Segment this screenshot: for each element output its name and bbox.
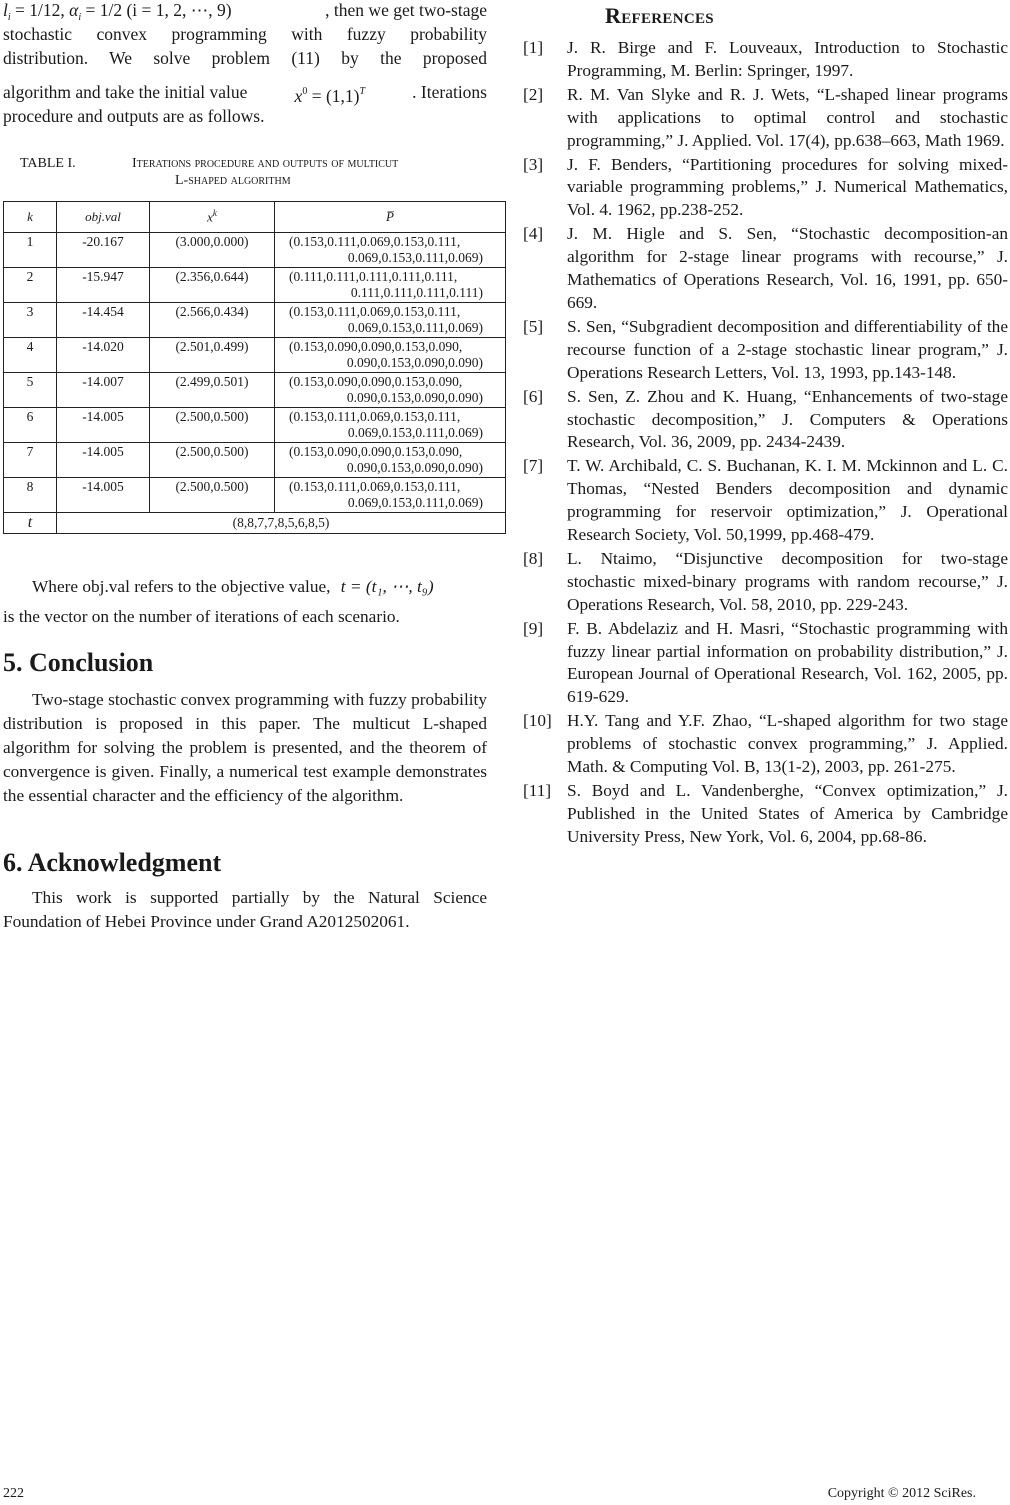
cell-obj-val: -14.020 [57,338,150,373]
cell-p [275,268,506,303]
math-x-sup: 0 [302,86,308,97]
where-t-expr: t = (t₁, ⋯, t₉) [340,577,434,596]
cell-obj-val: -14.007 [57,373,150,408]
cell-p-line1: (0.153,0.090,0.090,0.153,0.090, [289,444,463,459]
cell-k: 1 [4,233,57,268]
references-heading: References [605,3,714,28]
cell-p-line2: 0.090,0.153,0.090,0.090) [346,459,483,475]
reference-text: J. R. Birge and F. Louveaux, Introduction to Stochastic Programming, M. Berlin: Springer, 1997. [567,38,1008,80]
reference-text: L. Ntaimo, “Disjunctive decomposition for two-stage stochastic mixed-binary programs with random recourse,” J. Operations Research, Vol. 58, 2010, pp. 229-243. [567,548,1008,614]
cell-obj-val: -14.005 [57,478,150,513]
reference-number: [9] [523,618,544,638]
cell-p-line1: (0.153,0.111,0.069,0.153,0.111, [289,304,461,319]
table-label: TABLE I. [20,156,76,171]
table-row [4,338,506,373]
reference-item [521,316,1008,385]
intro-line-4 [3,72,487,106]
reference-number: [6] [523,386,544,406]
references-list [521,37,1008,850]
reference-text: J. F. Benders, “Partitioning procedures for solving mixed-variable programming problems,” J. Numerical Mathematics, Vol. 4. 1962, pp.238-252. [567,154,1008,220]
reference-text: R. M. Van Slyke and R. J. Wets, “L-shaped linear programs with applications to optimal control and stochastic programming,” J. Applied. Vol. 17(4), pp.638–663, Math 1969. [567,84,1008,150]
reference-number: [2] [523,84,544,104]
reference-item [521,548,1008,617]
reference-number: [11] [523,781,552,800]
math-alpha-val: = 1/2 [85,0,123,20]
math-l-val: = 1/12 [15,0,61,20]
cell-obj-val: -14.005 [57,408,150,443]
page-number: 222 [3,1486,24,1501]
conclusion-text: Two-stage stochastic convex programming with fuzzy probability distribution is proposed in this paper. The multicut L-shaped algorithm for solving the problem is presented, and the theorem of convergence is given. Finally, a numerical test example demonstrates the essential character and the efficiency of the algorithm. [3,690,487,805]
cell-p [275,443,506,478]
reference-text: F. B. Abdelaziz and H. Masri, “Stochastic programming with fuzzy linear partial information on probability distribution,” J. European Journal of Operational Research, Vol. 162, 2005, pp. 619-629. [567,618,1008,707]
reference-text: H.Y. Tang and Y.F. Zhao, “L-shaped algorithm for two stage problems of stochastic convex programming,” J. Applied. Math. & Computing Vol. B, 13(1-2), 2003, pp. 261-275. [567,711,1008,777]
math-l: l [3,0,8,20]
table-title-line2: L-shaped algorithm [175,173,291,188]
reference-number: [10] [523,711,552,731]
reference-item [521,154,1008,223]
reference-number: [5] [523,316,544,336]
header-x-sup: k [212,208,217,219]
reference-item [521,37,1008,83]
cell-p [275,233,506,268]
intro-line-2: stochastic convex programming with fuzzy probability [3,24,487,44]
cell-x: (2.501,0.499) [150,338,275,373]
table-row [4,478,506,513]
intro-text-1: , then we get two-stage [325,0,487,20]
math-alpha-sub: i [78,12,82,23]
cell-obj-val: -15.947 [57,268,150,303]
intro-line-3: distribution. We solve problem (11) by the proposed [3,48,487,68]
math-range: (i = 1, 2, ⋯, 9) [126,0,232,20]
table-row [4,443,506,478]
table-row [4,408,506,443]
cell-p [275,338,506,373]
cell-obj-val: -14.454 [57,303,150,338]
header-obj: obj.val [57,202,150,233]
cell-k: 8 [4,478,57,513]
math-x-val: = (1,1) [311,86,360,106]
reference-text: S. Boyd and L. Vandenberghe, “Convex optimization,” J. Published in the United States of America by Cambridge University Press, New York, Vol. 6, 2004, pp.68-86. [567,781,1008,846]
cell-p-line1: (0.153,0.090,0.090,0.153,0.090, [289,339,463,354]
reference-number: [1] [523,38,544,57]
table-header-row [4,202,506,233]
reference-number: [4] [523,224,544,244]
acknowledgment-text: This work is supported partially by the Natural Science Foundation of Hebei Province under Grand A2012502061. [3,888,487,931]
reference-text: T. W. Archibald, C. S. Buchanan, K. I. M. Mckinnon and L. C. Thomas, “Nested Benders decomposition and dynamic programming for reservoir optimization,” J. Operational Research Society, Vol. 50,1999, pp.468-479. [567,456,1008,545]
reference-item [521,223,1008,315]
reference-item [521,618,1008,710]
where-line-1 [3,572,487,602]
cell-k: 2 [4,268,57,303]
cell-p-line2: 0.069,0.153,0.111,0.069) [347,249,483,265]
cell-p-line1: (0.111,0.111,0.111,0.111,0.111, [289,269,458,284]
cell-x: (2.499,0.501) [150,373,275,408]
intro-text-iterations: . Iterations [412,82,487,102]
where-line-2: is the vector on the number of iterations of each scenario. [3,607,400,626]
math-x: x [294,86,303,106]
reference-text: S. Sen, Z. Zhou and K. Huang, “Enhancements of two-stage stochastic decomposition,” J. Computers & Operations Research, Vol. 36, 2009, pp. 2434-2439. [567,386,1008,452]
reference-item [521,386,1008,455]
reference-number: [3] [523,154,544,174]
cell-x: (2.500,0.500) [150,443,275,478]
cell-x: (3.000,0.000) [150,233,275,268]
copyright: Copyright © 2012 SciRes. [827,1486,976,1501]
intro-math-expr: $l_i = 1/12$, $\alpha_i = 1/2$ (i = 1, 2, ⋯, 9) [3,0,232,23]
reference-text: S. Sen, “Subgradient decomposition and differentiability of the recourse function of a 2-stage stochastic linear program,” J. Operations Research Letters, Vol. 13, 1993, pp.143-148. [567,316,1008,382]
cell-obj-val: -14.005 [57,443,150,478]
header-x-symbol: x [207,209,213,225]
cell-k: 5 [4,373,57,408]
reference-number: [7] [523,456,544,476]
table-title-line1: Iterations procedure and outputs of multicut [132,156,399,171]
cell-x: (2.356,0.644) [150,268,275,303]
cell-p-line1: (0.153,0.111,0.069,0.153,0.111, [289,234,461,249]
cell-p-line1: (0.153,0.111,0.069,0.153,0.111, [289,479,461,494]
iterations-table [3,201,506,534]
intro-text-algo: algorithm and take the initial value [3,82,248,102]
math-l-sub: i [7,12,11,23]
intro-paragraph [3,0,487,130]
header-p: P̅ [275,202,506,233]
cell-p [275,303,506,338]
where-paragraph [3,572,487,632]
cell-p-line2: 0.069,0.153,0.111,0.069) [347,319,483,335]
table-row [4,233,506,268]
table-row-t [4,513,506,534]
cell-p-line2: 0.090,0.153,0.090,0.090) [346,389,483,405]
cell-k: 6 [4,408,57,443]
cell-x: (2.500,0.500) [150,408,275,443]
math-alpha: α [69,0,79,20]
table-row [4,373,506,408]
cell-p-line1: (0.153,0.111,0.069,0.153,0.111, [289,409,461,424]
intro-line-5: procedure and outputs are as follows. [3,106,265,126]
cell-t-value: (8,8,7,7,8,5,6,8,5) [57,513,506,534]
header-x [150,202,275,233]
conclusion-heading: 5. Conclusion [3,648,154,677]
cell-p-line2: 0.090,0.153,0.090,0.090) [346,354,483,370]
cell-k: 7 [4,443,57,478]
reference-item [521,84,1008,153]
acknowledgment-heading: 6. Acknowledgment [3,848,222,877]
cell-p-line2: 0.069,0.153,0.111,0.069) [347,494,483,510]
intro-line-1 [3,0,487,24]
reference-text: J. M. Higle and S. Sen, “Stochastic decomposition-an algorithm for 2-stage linear programs with recourse,” J. Mathematics of Operations Research, Vol. 16, 1991, pp. 650-669. [567,224,1008,312]
math-T: T [359,86,366,97]
where-text-1: Where obj.val refers to the objective value, [32,577,331,596]
intro-x0-expr [295,72,366,106]
cell-p-line2: 0.111,0.111,0.111,0.111) [350,284,483,300]
cell-obj-val: -20.167 [57,233,150,268]
cell-k: 3 [4,303,57,338]
cell-p [275,408,506,443]
cell-t-label: t [4,513,57,534]
cell-x: (2.500,0.500) [150,478,275,513]
table-row [4,268,506,303]
cell-p-line2: 0.069,0.153,0.111,0.069) [347,424,483,440]
reference-item [521,710,1008,779]
reference-item [521,780,1008,849]
header-k: k [4,202,57,233]
cell-x: (2.566,0.434) [150,303,275,338]
cell-p-line1: (0.153,0.090,0.090,0.153,0.090, [289,374,463,389]
reference-number: [8] [523,548,544,568]
cell-p [275,373,506,408]
cell-k: 4 [4,338,57,373]
table-row [4,303,506,338]
reference-item [521,455,1008,547]
cell-p [275,478,506,513]
